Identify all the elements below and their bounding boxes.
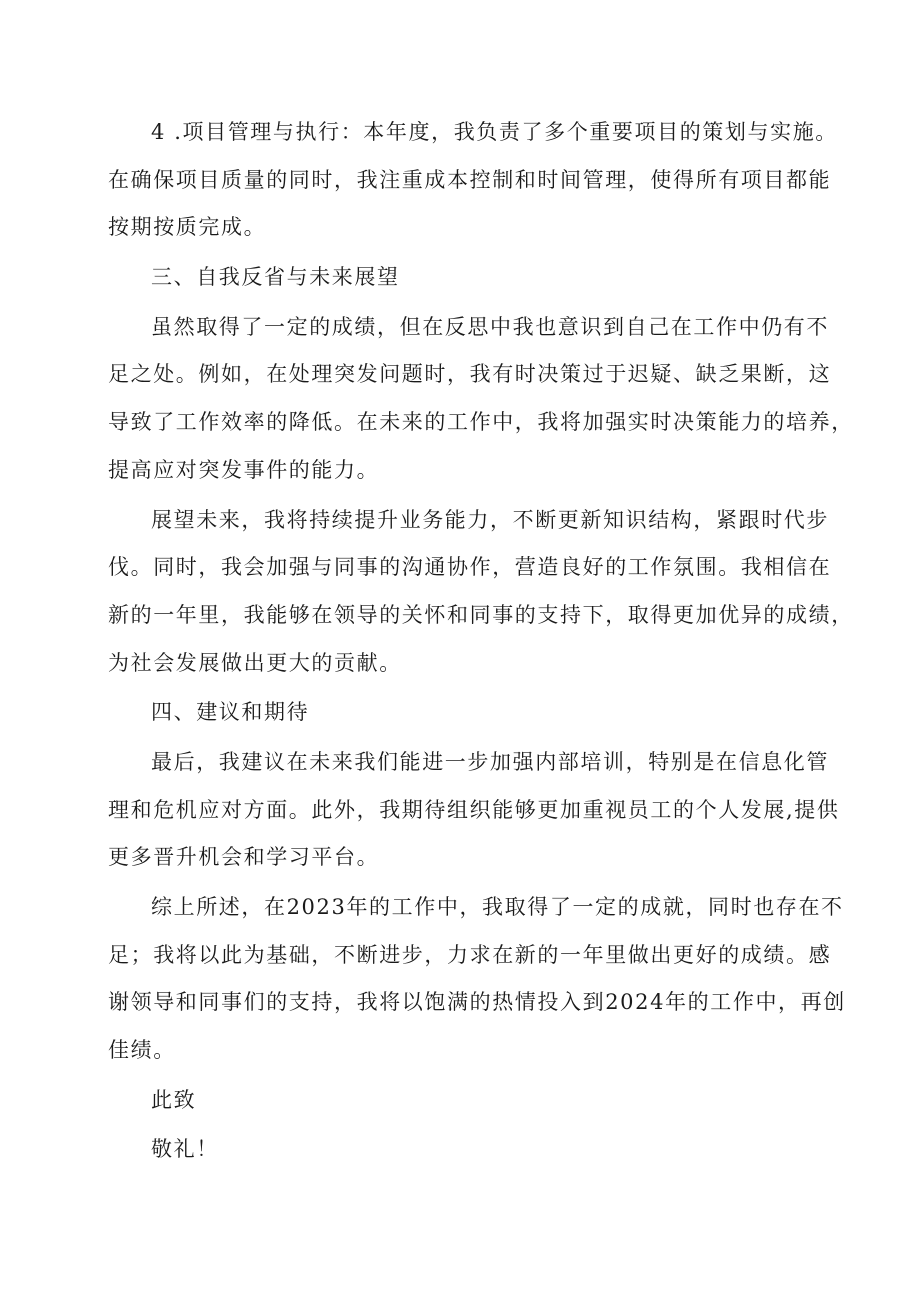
paragraph-line: 提高应对突发事件的能力。	[108, 457, 380, 482]
paragraph-summary	[108, 884, 868, 1075]
paragraph-line: 为社会发展做出更大的贡献。	[108, 650, 402, 675]
paragraph-line: 新的一年里，我能够在领导的关怀和同事的支持下，取得更加优异的成绩，	[108, 602, 854, 627]
section-heading-suggestions	[108, 689, 868, 737]
paragraph-outlook	[108, 497, 868, 688]
closing-line: 此致	[151, 1087, 197, 1112]
section-heading-text: 四、建议和期待	[151, 700, 310, 725]
paragraph-line: 综上所述，在2023年的工作中，我取得了一定的成就，同时也存在不	[151, 895, 844, 919]
section-heading-reflection	[108, 254, 868, 302]
paragraph-line: 展望未来，我将持续提升业务能力，不断更新知识结构，紧跟时代步	[151, 507, 829, 532]
closing-line: 敬礼！	[151, 1137, 219, 1162]
section-heading-text: 三、自我反省与未来展望	[151, 265, 400, 290]
paragraph-line: 4 .项目管理与执行：本年度，我负责了多个重要项目的策划与实施。	[151, 120, 838, 144]
paragraph-line: 更多晋升机会和学习平台。	[108, 845, 380, 870]
paragraph-line: 足之处。例如，在处理突发问题时，我有时决策过于迟疑、缺乏果断，这	[108, 362, 832, 387]
paragraph-line: 伐。同时，我会加强与同事的沟通协作，营造良好的工作氛围。我相信在	[108, 555, 832, 580]
closing-regards	[108, 1126, 868, 1174]
paragraph-line: 按期按质完成。	[108, 215, 267, 240]
paragraph-line: 理和危机应对方面。此外，我期待组织能够更加重视员工的个人发展,提供	[108, 797, 840, 822]
paragraph-line: 足；我将以此为基础，不断进步，力求在新的一年里做出更好的成绩。感	[108, 942, 832, 967]
paragraph-line: 谢领导和同事们的支持，我将以饱满的热情投入到2024年的工作中，再创	[108, 990, 846, 1015]
paragraph-line: 导致了工作效率的降低。在未来的工作中，我将加强实时决策能力的培养，	[108, 410, 854, 435]
paragraph-line: 佳绩。	[108, 1038, 176, 1063]
paragraph-project-management	[108, 109, 868, 252]
paragraph-suggestions	[108, 739, 868, 882]
paragraph-line: 虽然取得了一定的成绩，但在反思中我也意识到自己在工作中仍有不	[151, 314, 829, 339]
paragraph-reflection	[108, 304, 868, 495]
document-page	[108, 109, 868, 1176]
paragraph-line: 最后，我建议在未来我们能进一步加强内部培训，特别是在信息化管	[151, 749, 829, 774]
paragraph-line: 在确保项目质量的同时，我注重成本控制和时间管理，使得所有项目都能	[108, 167, 832, 192]
closing-salutation	[108, 1077, 868, 1125]
